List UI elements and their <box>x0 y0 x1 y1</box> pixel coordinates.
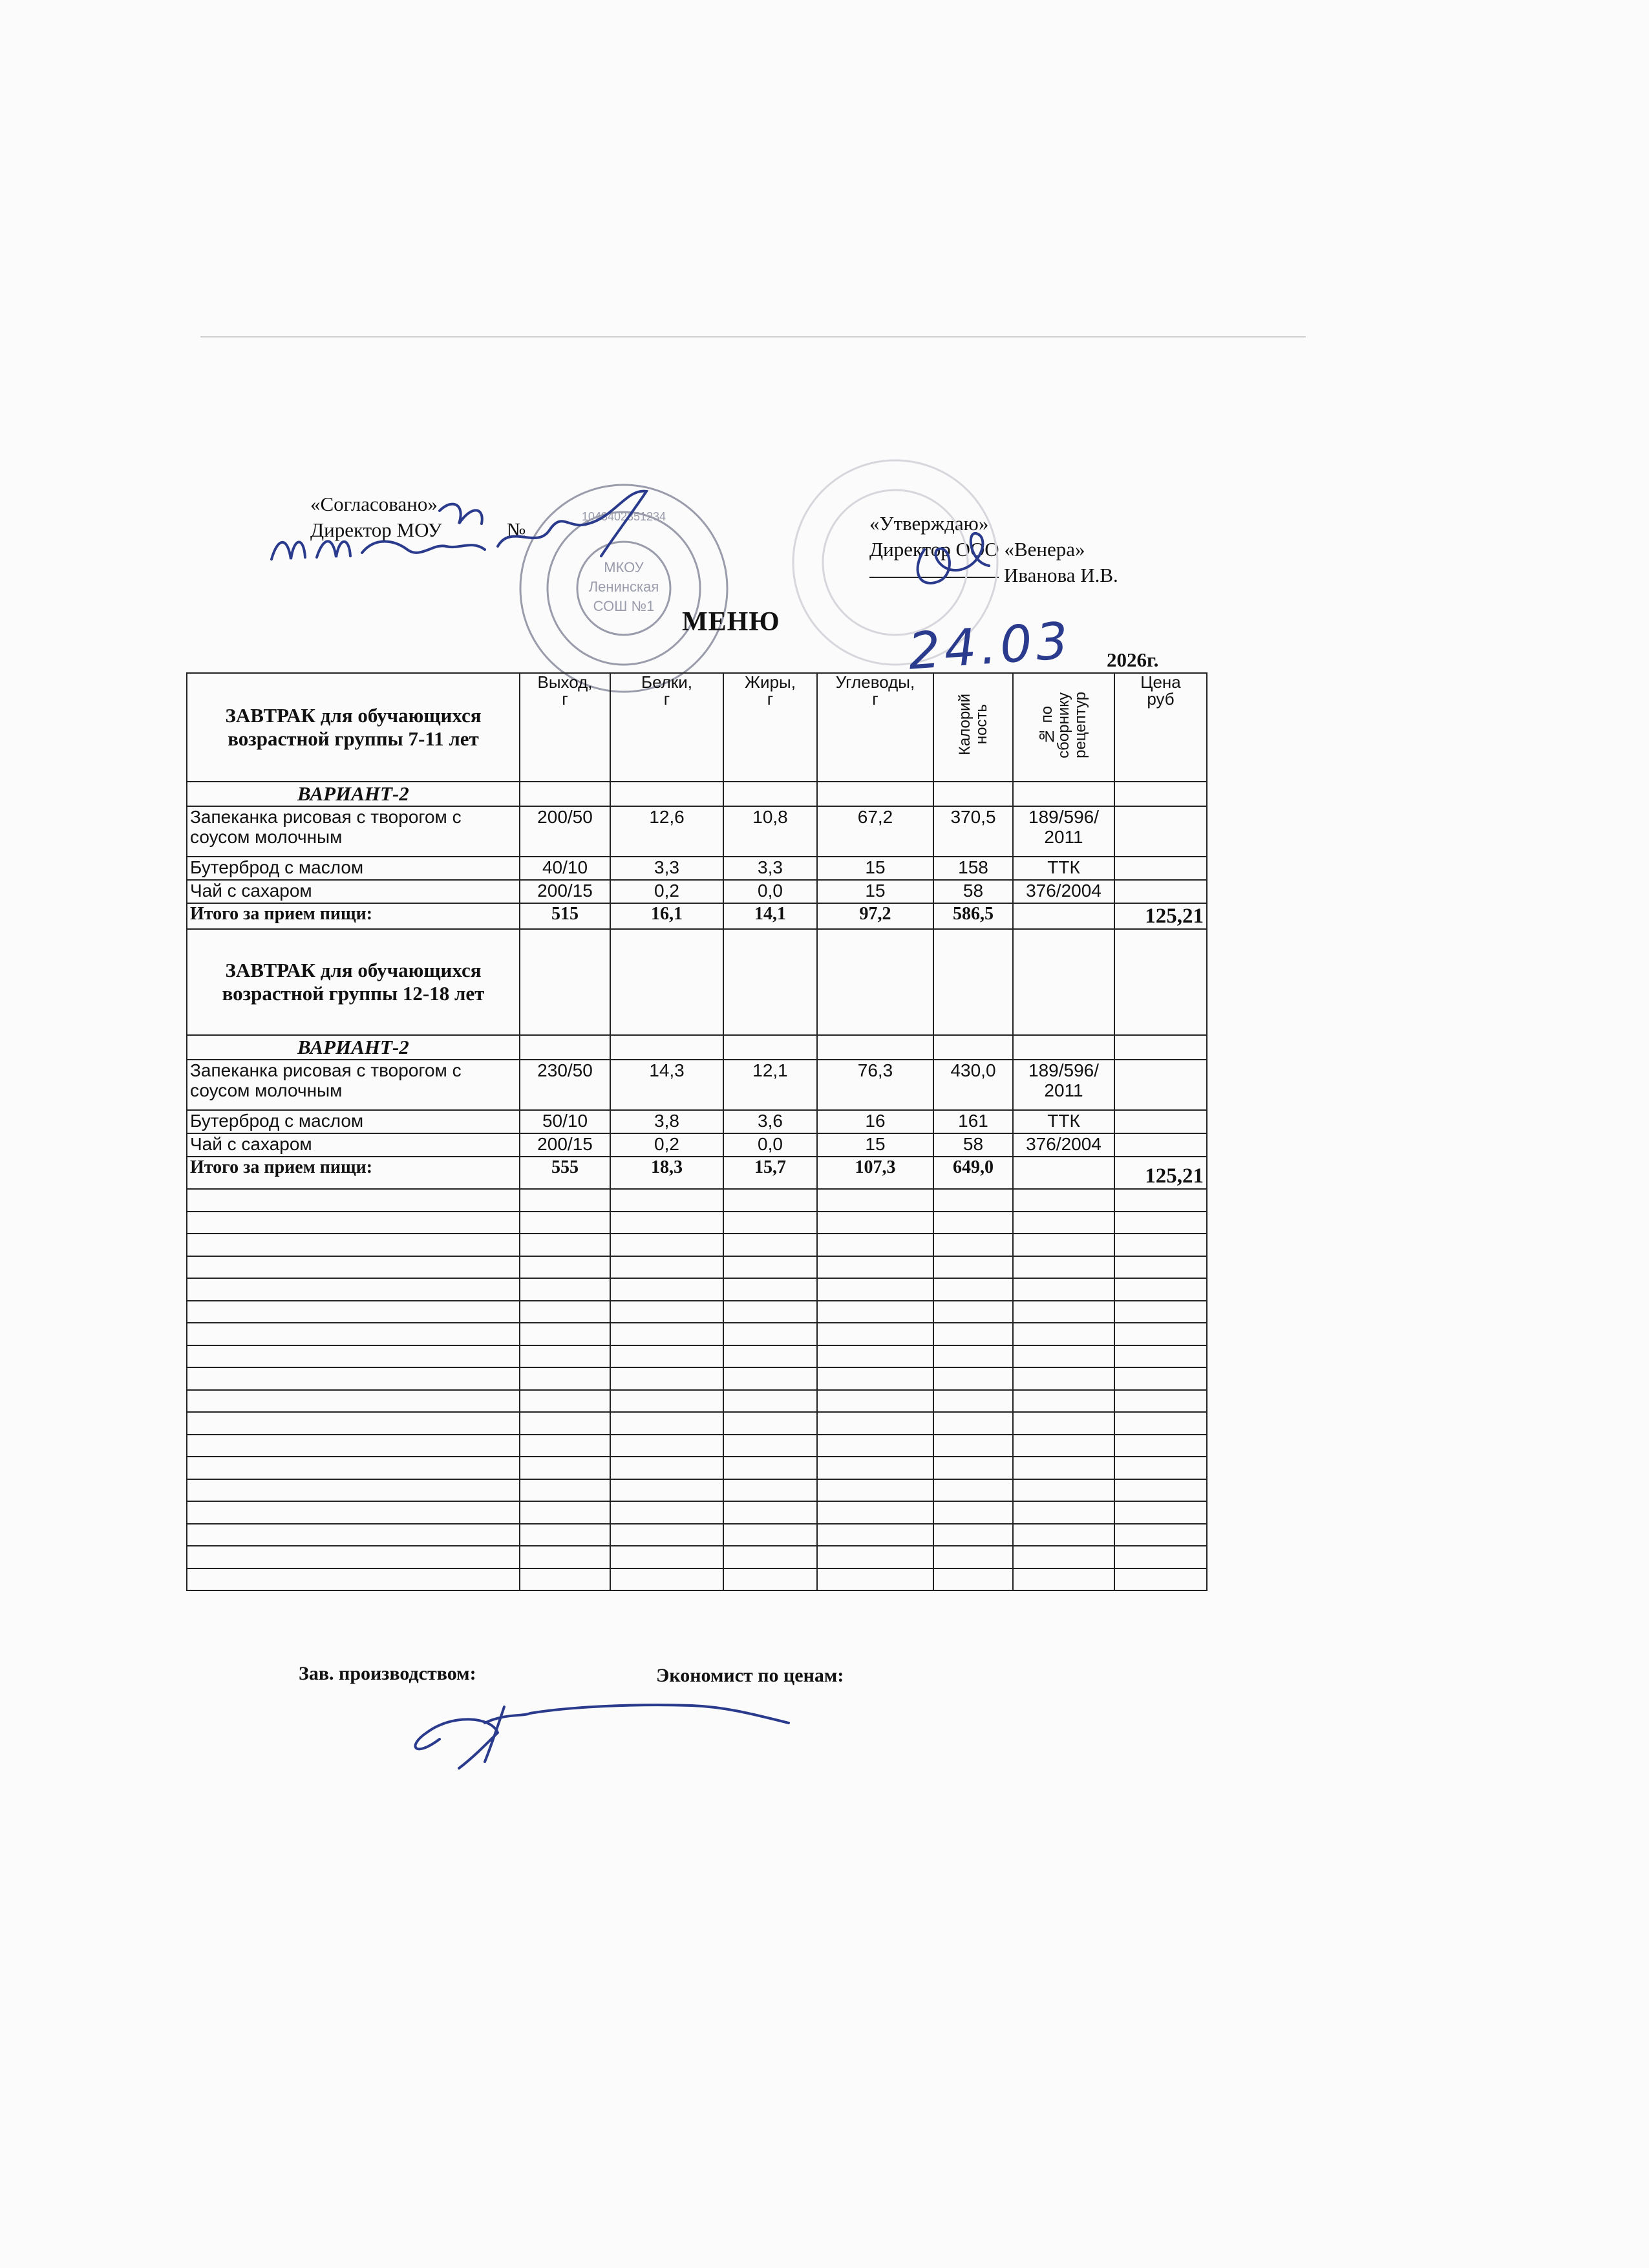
empty-row <box>187 1457 1207 1479</box>
stamp-line-3: СОШ №1 <box>593 598 655 614</box>
variant-row-1 <box>187 782 1207 806</box>
header-output: Выход, г <box>520 673 610 782</box>
empty-row <box>187 1524 1207 1546</box>
empty-row <box>187 1212 1207 1234</box>
director-signature-left <box>265 485 718 582</box>
header-carbs: Углеводы, г <box>817 673 933 782</box>
header-proteins: Белки, г <box>610 673 723 782</box>
dish-name: Бутерброд с маслом <box>187 1110 520 1133</box>
header-calories: Калорий ность <box>933 673 1013 782</box>
group-heading-row <box>187 929 1207 1035</box>
dish-name: Бутерброд с маслом <box>187 857 520 880</box>
header-recipe-no: № по сборнику рецептур <box>1013 673 1114 782</box>
empty-row <box>187 1323 1207 1345</box>
approval-right-position: Директор ООО «Венера» <box>869 538 1085 561</box>
director-signature-right <box>905 524 1034 595</box>
empty-row <box>187 1278 1207 1301</box>
production-head-label: Зав. производством: <box>299 1663 476 1684</box>
dish-name: Запеканка рисовая с творогом с соусом молочным <box>187 806 520 857</box>
total-price: 125,21 <box>1114 903 1207 929</box>
table-row: Запеканка рисовая с творогом с соусом молочным 200/50 12,6 10,8 67,2 370,5 189/596/ 2011 <box>187 806 1207 857</box>
page-title: МЕНЮ <box>682 607 780 637</box>
dish-name: Чай с сахаром <box>187 1133 520 1157</box>
table-row: Чай с сахаром 200/15 0,2 0,0 15 58 376/2004 <box>187 1133 1207 1157</box>
approval-left-position: Директор МОУ <box>310 519 442 541</box>
variant-label: ВАРИАНТ-2 <box>187 1035 520 1060</box>
total-row-1: Итого за прием пищи: 515 16,1 14,1 97,2 586,5 125,21 <box>187 903 1207 929</box>
table-header-row <box>187 673 1207 782</box>
table-row: Чай с сахаром 200/15 0,2 0,0 15 58 376/2004 <box>187 880 1207 903</box>
header-fats: Жиры, г <box>723 673 817 782</box>
empty-row <box>187 1435 1207 1457</box>
stamp-line-1: МКОУ <box>604 559 644 575</box>
dish-name: Чай с сахаром <box>187 880 520 903</box>
table-row: Бутерброд с маслом 40/10 3,3 3,3 15 158 ТТК <box>187 857 1207 880</box>
empty-row <box>187 1546 1207 1568</box>
stamp-digits: 1043402351234 <box>581 510 666 523</box>
variant-label: ВАРИАНТ-2 <box>187 782 520 806</box>
total-row-2: Итого за прием пищи: 555 18,3 15,7 107,3 649,0 125,21 <box>187 1157 1207 1189</box>
empty-row <box>187 1189 1207 1212</box>
empty-row <box>187 1234 1207 1256</box>
approval-right-signer: Иванова И.В. <box>1004 564 1118 586</box>
document-year: 2026г. <box>1107 648 1159 671</box>
scan-top-edge <box>200 336 1306 337</box>
variant-row-2 <box>187 1035 1207 1060</box>
menu-table <box>186 672 1207 1591</box>
total-price: 125,21 <box>1114 1157 1207 1189</box>
handwritten-date: 24.03 <box>906 612 1074 681</box>
table-row: Запеканка рисовая с творогом с соусом молочным 230/50 14,3 12,1 76,3 430,0 189/596/ 2011 <box>187 1060 1207 1110</box>
empty-row <box>187 1301 1207 1323</box>
approval-left-number-sign: № <box>506 519 526 541</box>
empty-row <box>187 1501 1207 1524</box>
header-meal-group-1: ЗАВТРАК для обучающихся возрастной группы 7-11 лет <box>187 673 520 782</box>
empty-row <box>187 1479 1207 1502</box>
table-row: Бутерброд с маслом 50/10 3,8 3,6 16 161 ТТК <box>187 1110 1207 1133</box>
empty-rows <box>187 1189 1207 1590</box>
empty-row <box>187 1345 1207 1368</box>
economist-label: Экономист по ценам: <box>656 1665 844 1686</box>
total-label: Итого за прием пищи: <box>187 903 520 929</box>
empty-row <box>187 1367 1207 1390</box>
header-meal-group-2: ЗАВТРАК для обучающихся возрастной группы 12-18 лет <box>187 929 520 1035</box>
empty-row <box>187 1256 1207 1279</box>
approval-right-title: «Утверждаю» <box>869 512 989 535</box>
total-label: Итого за прием пищи: <box>187 1157 520 1189</box>
production-head-signature <box>401 1687 802 1771</box>
header-price: Цена руб <box>1114 673 1207 782</box>
empty-row <box>187 1568 1207 1591</box>
approval-left-title: «Согласовано» <box>310 493 438 515</box>
dish-name: Запеканка рисовая с творогом с соусом молочным <box>187 1060 520 1110</box>
empty-row <box>187 1412 1207 1435</box>
empty-row <box>187 1390 1207 1413</box>
stamp-line-2: Ленинская <box>588 579 659 595</box>
